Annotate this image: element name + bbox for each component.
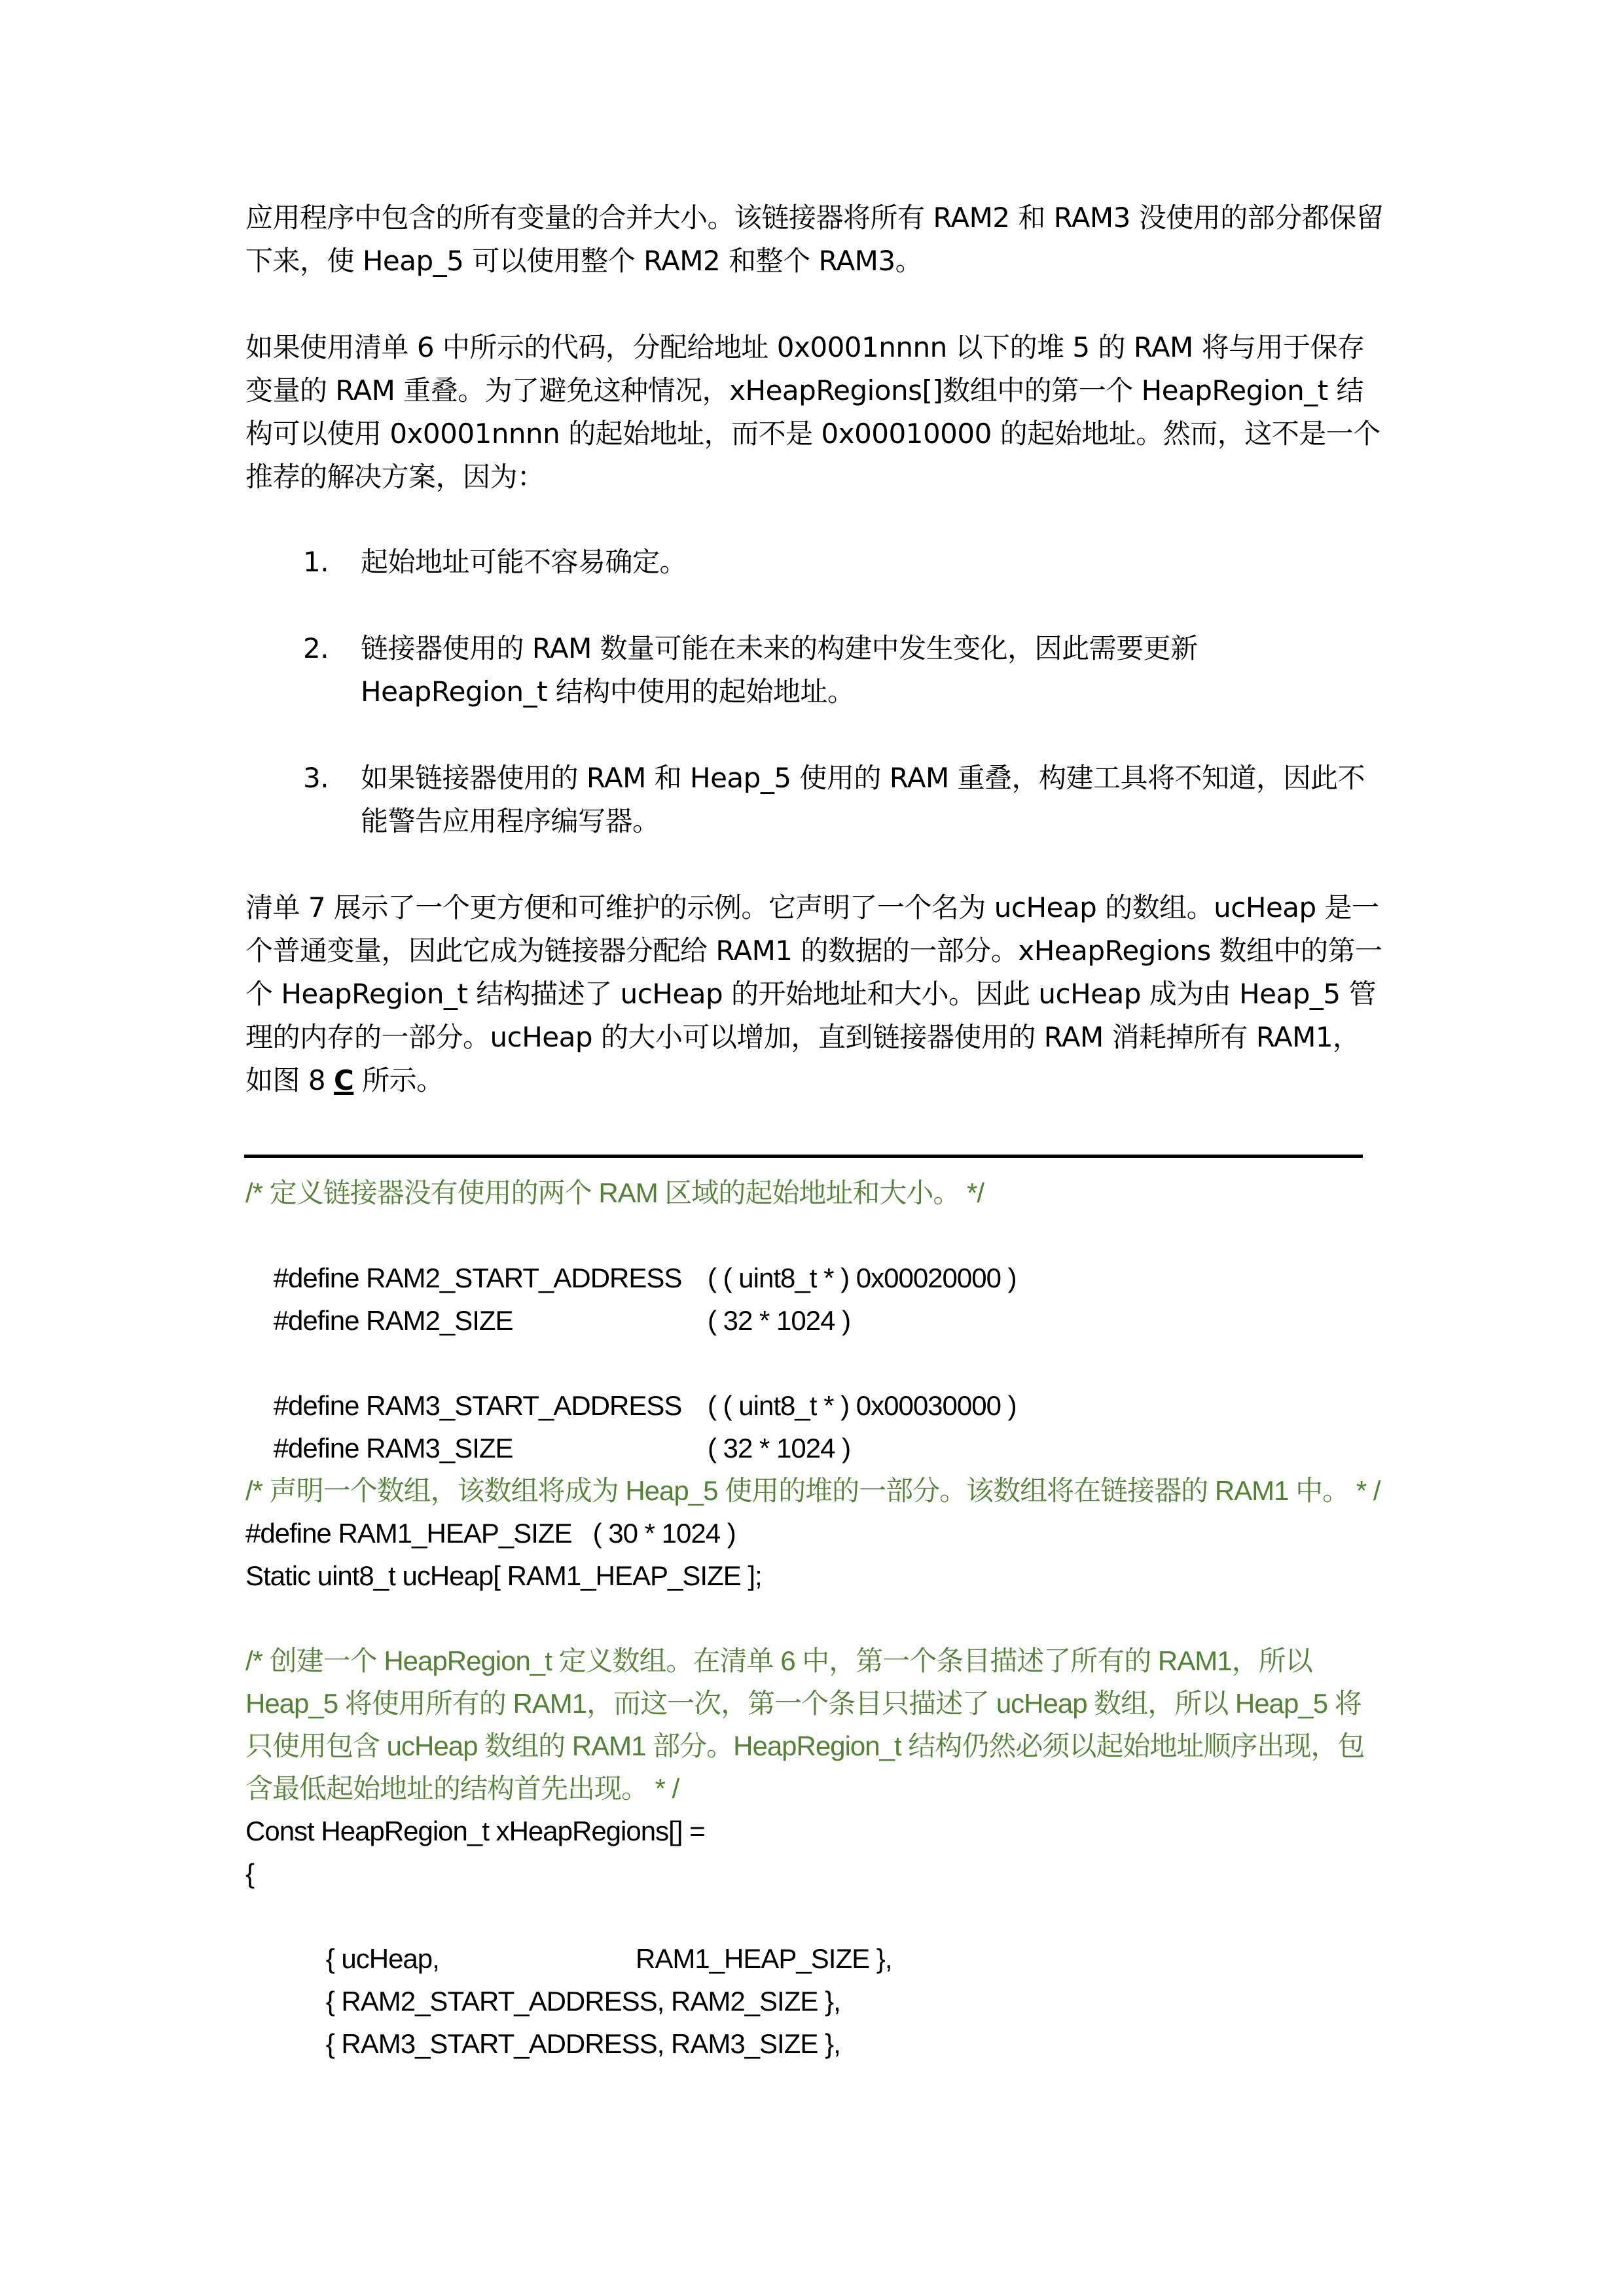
list-number: 2. — [303, 632, 329, 664]
listing7-text: 清单 7 展示了一个更方便和可维护的示例。它声明了一个名为 ucHeap 的数组。ucHeap 是一个普通变量，因此它成为链接器分配给 RAM1 的数据的一部分。xHeapRegions 数组中的第一个 HeapRegion_t 结构描述了 ucHeap 的开始地址和大小。因此 ucHeap 成为由 Heap_5 管理的内存的一部分。ucHeap 的大小可以增加，直到链接器使用的 RAM 消耗掉所有 RAM1，如图 8 — [245, 891, 1382, 1096]
list-text: 链接器使用的 RAM 数量可能在未来的构建中发生变化，因此需要更新 HeapRegion_t 结构中使用的起始地址。 — [361, 632, 1198, 708]
code-region-entry — [245, 1895, 1384, 1974]
list-number: 1. — [303, 546, 329, 578]
region-start: { RAM2_START_ADDRESS, — [325, 1986, 664, 2017]
list-text: 起始地址可能不容易确定。 — [361, 546, 687, 578]
code-define-ram2-start — [245, 1214, 1384, 1293]
define-value: ( 32 * 1024 ) — [708, 1433, 851, 1463]
region-size: RAM2_SIZE }, — [670, 1986, 840, 2017]
code-define-ram3-start — [245, 1342, 1384, 1421]
paragraph-listing7 — [245, 886, 1384, 1102]
define-name: #define RAM2_START_ADDRESS — [273, 1263, 682, 1293]
list-text: 如果链接器使用的 RAM 和 Heap_5 使用的 RAM 重叠，构建工具将不知道，因此不能警告应用程序编写器。 — [361, 762, 1365, 837]
code-define-ram2-size — [245, 1257, 1384, 1336]
blank-line — [245, 1597, 1384, 1640]
paragraph-heap5-ram-summary: 应用程序中包含的所有变量的合并大小。该链接器将所有 RAM2 和 RAM3 没使用的部分都保留下来，使 Heap_5 可以使用整个 RAM2 和整个 RAM3。 — [245, 202, 1384, 277]
code-static-ucheap: Static uint8_t ucHeap[ RAM1_HEAP_SIZE ]; — [245, 1560, 762, 1591]
code-open-brace: { — [245, 1858, 255, 1889]
list-item — [245, 627, 1384, 713]
list-number: 3. — [303, 762, 329, 794]
define-name: #define RAM3_START_ADDRESS — [273, 1390, 682, 1421]
code-comment: /* 定义链接器没有使用的两个 RAM 区域的起始地址和大小。 */ — [245, 1177, 984, 1208]
code-define-ram3-size — [245, 1384, 1384, 1463]
reasons-list — [245, 541, 1384, 843]
code-define-ram1-heap-size: #define RAM1_HEAP_SIZE ( 30 * 1024 ) — [245, 1518, 736, 1549]
define-value: ( ( uint8_t * ) 0x00020000 ) — [708, 1263, 1017, 1293]
define-name: #define RAM2_SIZE — [273, 1305, 513, 1336]
code-comment: /* 创建一个 HeapRegion_t 定义数组。在清单 6 中，第一个条目描述了所有的 RAM1，所以 Heap_5 将使用所有的 RAM1，而这一次，第一个条目只描述了 ucHeap 数组，所以 Heap_5 将只使用包含 ucHeap 数组的 RAM1 部分。HeapRegion_t 结构仍然必须以起始地址顺序出现，包含最低起始地址的结构首先出现。 * / — [245, 1645, 1365, 1804]
define-name: #define RAM3_SIZE — [273, 1433, 513, 1463]
define-value: ( 32 * 1024 ) — [708, 1305, 851, 1336]
paragraph-overlap-warning: 如果使用清单 6 中所示的代码，分配给地址 0x0001nnnn 以下的堆 5 的 RAM 将与用于保存变量的 RAM 重叠。为了避免这种情况，xHeapRegions[]数组中的第一个 HeapRegion_t 结构可以使用 0x0001nnnn 的起始地址，而不是 0x00010000 的起始地址。然而，这不是一个推荐的解决方案，因为： — [245, 331, 1380, 493]
listing7-text-end: 所示。 — [353, 1064, 444, 1096]
section-divider — [244, 1155, 1363, 1158]
define-value: ( ( uint8_t * ) 0x00030000 ) — [708, 1390, 1017, 1421]
document-page — [245, 196, 1384, 1102]
region-size: RAM3_SIZE }, — [670, 2028, 840, 2059]
region-size: RAM1_HEAP_SIZE }, — [636, 1943, 892, 1974]
region-start: { RAM3_START_ADDRESS, — [325, 2028, 664, 2059]
code-const-decl: Const HeapRegion_t xHeapRegions[] = — [245, 1816, 705, 1846]
code-comment: /* 声明一个数组，该数组将成为 Heap_5 使用的堆的一部分。该数组将在链接器的 RAM1 中。 * / — [245, 1475, 1380, 1506]
region-start: { ucHeap, — [325, 1943, 439, 1974]
figure-reference-link[interactable]: C — [333, 1064, 354, 1096]
list-item — [245, 541, 1384, 584]
code-listing — [245, 1172, 1384, 2059]
list-item — [245, 757, 1384, 843]
